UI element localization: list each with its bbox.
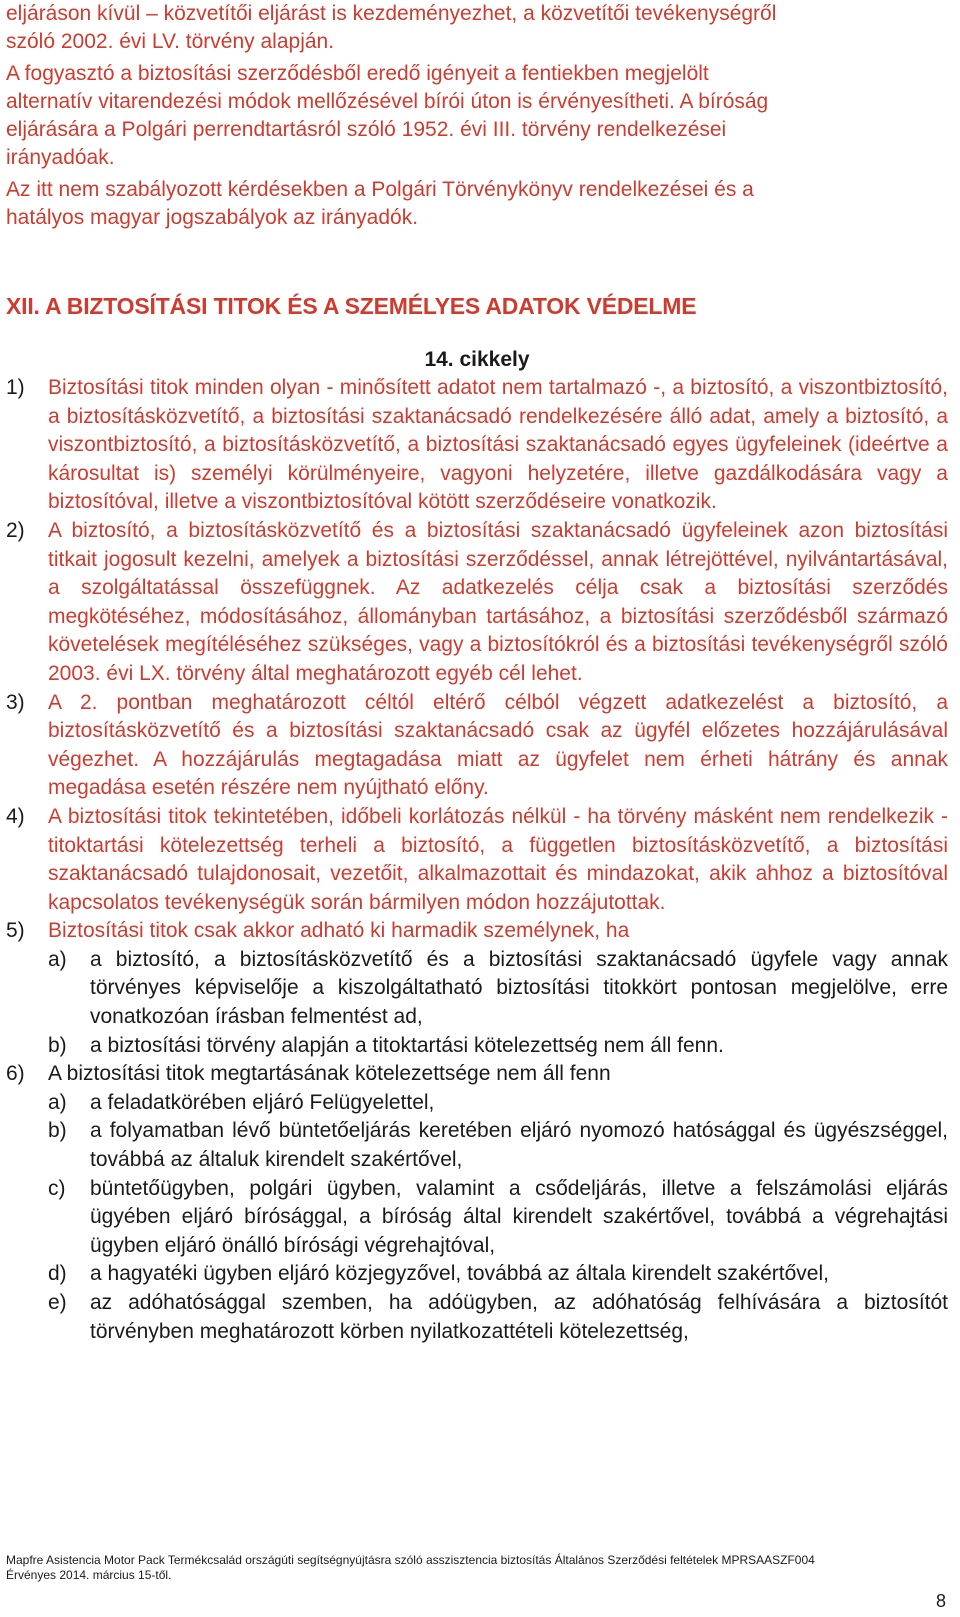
document-page — [6, 0, 948, 1346]
text-line: eljáráson kívül – közvetítői eljárást is kezdeményezhet, a közvetítői tevékenységről — [6, 2, 777, 25]
sub-item-text: a folyamatban lévő büntetőeljárás keretében eljáró nyomozó hatósággal és ügyészséggel, továbbá az általuk kirendelt szakértővel, — [90, 1119, 948, 1172]
item-text: A biztosítási titok megtartásának kötelezettsége nem áll fenn — [48, 1062, 611, 1086]
sub-item-6d — [48, 1260, 948, 1289]
page-footer — [6, 1553, 815, 1583]
article-title: 14. cikkely — [424, 348, 530, 371]
item-number: 5) — [6, 919, 25, 943]
sub-item-letter: a) — [48, 1090, 67, 1114]
item-number: 6) — [6, 1062, 25, 1086]
sub-item-letter: a) — [48, 947, 67, 971]
sub-item-text: a hagyatéki ügyben eljáró közjegyzővel, továbbá az általa kirendelt szakértővel, — [90, 1262, 829, 1286]
text-line: Az itt nem szabályozott kérdésekben a Polgári Törvénykönyv rendelkezései és a — [6, 178, 754, 201]
section-title: XII. A BIZTOSÍTÁSI TITOK ÉS A SZEMÉLYES ADATOK VÉDELME — [6, 293, 697, 319]
sub-item-letter: c) — [48, 1176, 66, 1200]
sub-item-letter: b) — [48, 1119, 67, 1143]
intro-paragraph-1 — [6, 0, 948, 56]
sub-item-letter: e) — [48, 1291, 67, 1314]
text-line: szóló 2002. évi LV. törvény alapján. — [6, 30, 335, 53]
item-number: 4) — [6, 804, 25, 828]
text-line: hatályos magyar jogszabályok az irányadók. — [6, 206, 419, 229]
item-text: A biztosító, a biztosításközvetítő és a biztosítási szaktanácsadó ügyfeleinek azon biztosítási titkait jogosult kezelni, amelyek a biztosítási szerződéssel, annak létrejöttével, nyilvántartásával, a szolgáltatással összefüggnek. Az adatkezelés célja csak a biztosítási szerződés megkötéséhez, módosításához, állományban tartásához, a biztosítási szerződésből származó követelések megítéléséhez szükséges, vagy a biztosítókról és a biztosítási tevékenységről szóló 2003. évi LX. törvény által meghatározott egyéb cél lehet. — [48, 518, 948, 685]
sub-item-6a — [48, 1089, 948, 1118]
sub-item-letter: d) — [48, 1262, 67, 1286]
sub-item-text: büntetőügyben, polgári ügyben, valamint a csődeljárás, illetve a felszámolási eljárás ügyében eljáró bírósággal, a bíróság által kirendelt szakértővel, továbbá a végrehajtási ügyben eljáró önálló bírósági végrehajtóval, — [90, 1176, 948, 1257]
item-number: 3) — [6, 690, 25, 714]
item-number: 1) — [6, 376, 25, 399]
text-line: alternatív vitarendezési módok mellőzésével bírói úton is érvényesítheti. A bíróság — [6, 90, 769, 113]
list-item-6 — [6, 1060, 948, 1089]
sub-item-5a — [48, 946, 948, 1032]
text-line: eljárására a Polgári perrendtartásról szóló 1952. évi III. törvény rendelkezései — [6, 118, 727, 141]
sub-item-6e — [48, 1289, 948, 1346]
sub-item-6b — [48, 1117, 948, 1174]
sub-item-6c — [48, 1175, 948, 1261]
sub-item-text: a feladatkörében eljáró Felügyelettel, — [90, 1090, 435, 1114]
list-item-4 — [6, 803, 948, 917]
item-text: Biztosítási titok csak akkor adható ki harmadik személynek, ha — [48, 919, 630, 943]
intro-paragraph-2 — [6, 60, 948, 172]
sub-item-5b — [48, 1032, 948, 1061]
text-line: irányadóak. — [6, 146, 115, 169]
footer-line-1: Mapfre Asistencia Motor Pack Termékcsalád országúti segítségnyújtásra szóló asszisztencia biztosítás Általános Szerződési feltételek MPRSAASZF004 — [6, 1553, 815, 1567]
page-number: 8 — [935, 1591, 946, 1611]
sub-item-letter: b) — [48, 1033, 67, 1057]
intro-paragraph-3 — [6, 176, 948, 232]
list-item-5 — [6, 917, 948, 946]
list-item-1 — [6, 374, 948, 517]
footer-line-2: Érvényes 2014. március 15-től. — [6, 1568, 172, 1582]
item-text: A 2. pontban meghatározott céltól eltérő célból végzett adatkezelést a biztosító, a biztosításközvetítő és a biztosítási szaktanácsadó csak az ügyfél előzetes hozzájárulásával végezhet. A hozzájárulás megtagadása miatt az ügyfelet nem érheti hátrány és annak megadása esetén részére nem nyújtható előny. — [48, 690, 948, 800]
item-number: 2) — [6, 518, 25, 542]
list-item-3 — [6, 689, 948, 803]
sub-item-text: a biztosítási törvény alapján a titoktartási kötelezettség nem áll fenn. — [90, 1033, 724, 1057]
sub-item-text: a biztosító, a biztosításközvetítő és a biztosítási szaktanácsadó ügyfele vagy annak törvényes képviselője a kiszolgáltatható biztosítási titokkört pontosan megjelölve, erre vonatkozóan írásban felmentést ad, — [90, 947, 948, 1029]
list-item-2 — [6, 517, 948, 689]
item-text: Biztosítási titok minden olyan - minősített adatot nem tartalmazó -, a biztosító, a viszontbiztosító, a biztosításközvetítő, a biztosítási szaktanácsadó rendelkezésére álló adat, amely a biztosító, a viszontbiztosító, a biztosításközvetítő, a biztosítási szaktanácsadó egyes ügyfeleinek (ideértve a károsultat is) személyi körülményeire, vagyoni helyzetére, illetve gazdálkodására vagy a biztosítóval, illetve a viszontbiztosítóval kötött szerződéseire vonatkozik. — [48, 376, 948, 514]
text-line: A fogyasztó a biztosítási szerződésből eredő igényeit a fentiekben megjelölt — [6, 62, 709, 85]
sub-item-text: az adóhatósággal szemben, ha adóügyben, az adóhatóság felhívására a biztosítót törvényben meghatározott körben nyilatkozattételi kötelezettség, — [90, 1291, 948, 1343]
item-text: A biztosítási titok tekintetében, időbeli korlátozás nélkül - ha törvény másként nem rendelkezik - titoktartási kötelezettség terheli a biztosító, a független biztosításközvetítő, a biztosítási szaktanácsadó tulajdonosait, vezetőit, alkalmazottait és mindazokat, akik ahhoz a biztosítóval kapcsolatos tevékenységük során bármilyen módon hozzájutottak. — [48, 804, 948, 914]
